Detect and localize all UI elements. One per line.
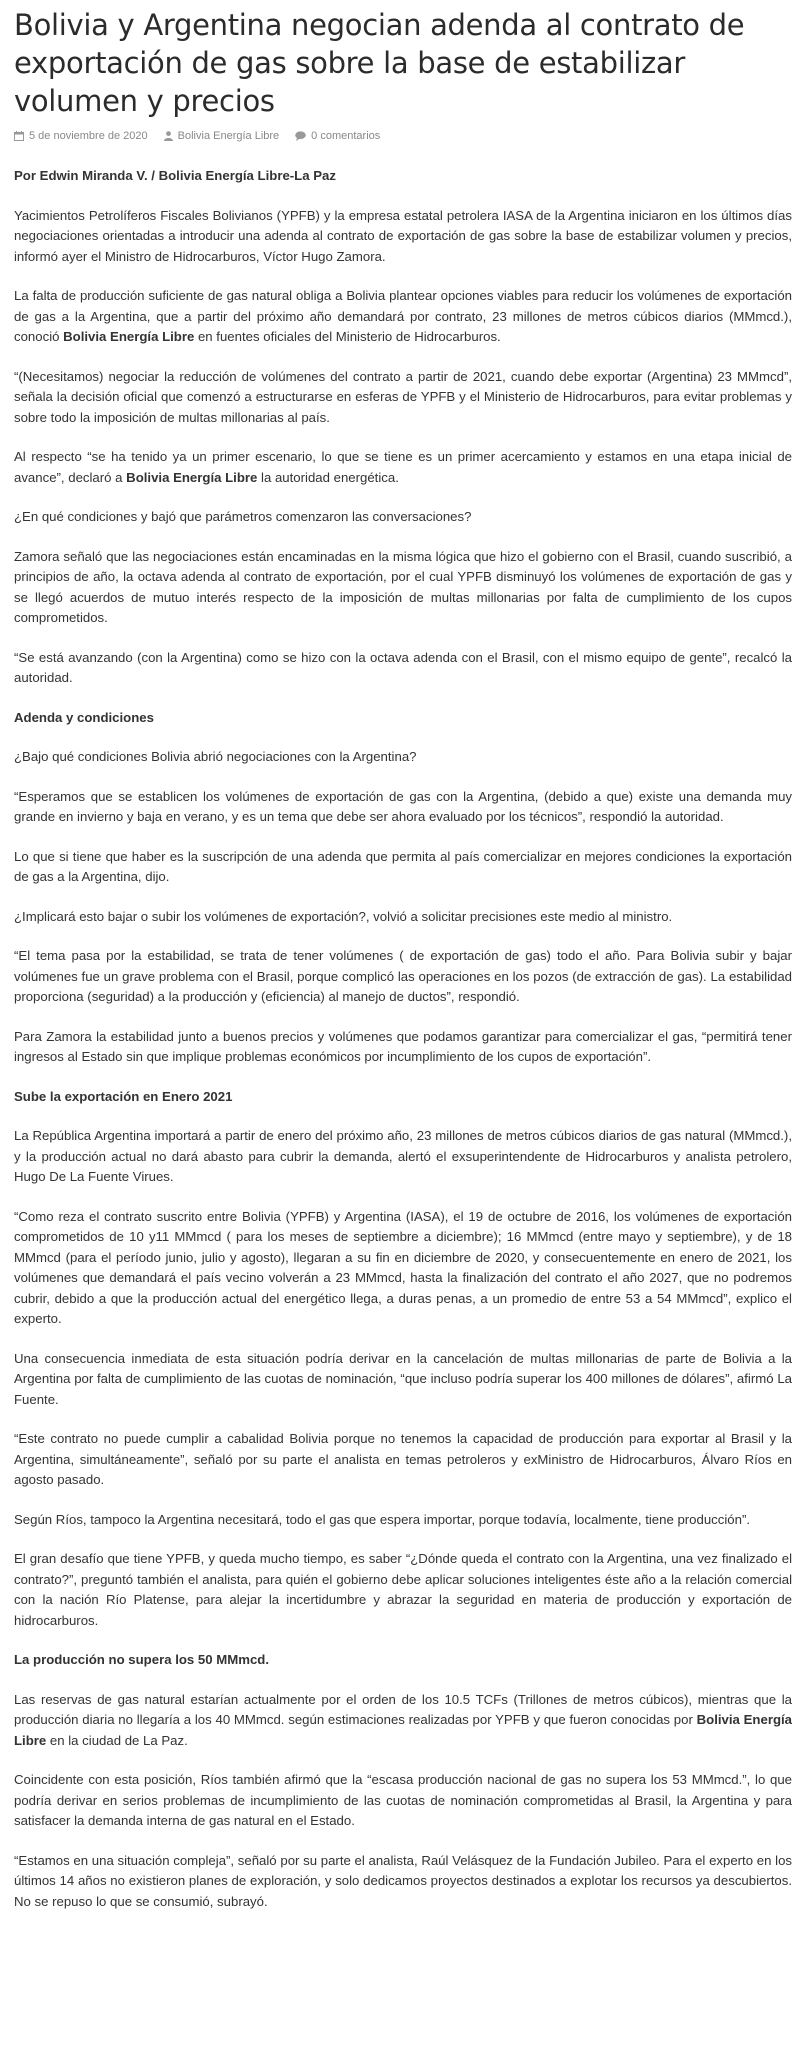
article-body xyxy=(14,166,792,1912)
paragraph: Yacimientos Petrolíferos Fiscales Bolivianos (YPFB) y la empresa estatal petrolera IASA de la Argentina iniciaron en los últimos días negociaciones orientadas a introducir una adenda al contrato de exportación de gas sobre la base de estabilizar volumen y precios, informó ayer el Ministro de Hidrocarburos, Víctor Hugo Zamora. xyxy=(14,207,792,264)
paragraph: Al respecto “se ha tenido ya un primer escenario, lo que se tiene es un primer acercamiento y estamos en una etapa inicial de avance”, declaró a Bolivia Energía Libre la autoridad energética. xyxy=(14,449,792,485)
article-meta xyxy=(14,128,792,144)
paragraph: “(Necesitamos) negociar la reducción de volúmenes del contrato a partir de 2021, cuando debe exportar (Argentina) 23 MMmcd”, señala la decisión oficial que comenzó a estructurarse en esferas de YPFB y el Ministerio de Hidrocarburos, para evitar problemas y sobre todo la imposición de multas millonarias al país. xyxy=(14,368,792,425)
paragraph: Según Ríos, tampoco la Argentina necesitará, todo el gas que espera importar, porque todavía, localmente, tiene producción”. xyxy=(14,1511,751,1527)
paragraph: “Esperamos que se establicen los volúmenes de exportación de gas con la Argentina, (debido a que) existe una demanda muy grande en invierno y baja en verano, y es un tema que debe ser ahora evaluado por los técnicos”, respondió la autoridad. xyxy=(14,788,792,824)
paragraph: Las reservas de gas natural estarían actualmente por el orden de los 10.5 TCFs (Trillones de metros cúbicos), mientras que la producción diaria no llegaría a los 40 MMmcd. según estimaciones realizadas por YPFB y que fueron conocidas por Bolivia Energía Libre en la ciudad de La Paz. xyxy=(14,1691,793,1748)
paragraph: “Como reza el contrato suscrito entre Bolivia (YPFB) y Argentina (IASA), el 19 de octubre de 2016, los volúmenes de exportación comprometidos de 10 y11 MMmcd ( para los meses de septiembre a diciembre); 16 MMmcd (entre mayo y septiembre), y de 18 MMmcd (para el período junio, julio y agosto), llegaran a su fin en diciembre de 2020, y consecuentemente en enero de 2021, los volúmenes que demandará el país vecino volverán a 23 MMmcd, hasta la finalización del contrato el año 2027, que no podremos cubrir, debido a que la producción actual del energético llega, a duras penas, a un promedio de entre 53 a 54 MMmcd”, explico el experto. xyxy=(14,1208,792,1326)
paragraph: “Se está avanzando (con la Argentina) como se hizo con la octava adenda con el Brasil, con el mismo equipo de gente”, recalcó la autoridad. xyxy=(14,649,792,685)
paragraph: La República Argentina importará a partir de enero del próximo año, 23 millones de metros cúbicos diarios de gas natural (MMmcd.), y la producción actual no dará abasto para cubrir la demanda, alertó el exsuperintendente de Hidrocarburos y analista petrolero, Hugo De La Fuente Virues. xyxy=(14,1128,792,1184)
paragraph: Para Zamora la estabilidad junto a buenos precios y volúmenes que podamos garantizar para comercializar el gas, “permitirá tener ingresos al Estado sin que implique problemas económicos por incumplimiento de los cupos de exportación”. xyxy=(14,1028,792,1064)
calendar-icon xyxy=(14,131,24,141)
paragraph: “Este contrato no puede cumplir a cabalidad Bolivia porque no tenemos la capacidad de producción para exportar al Brasil y la Argentina, simultáneamente”, señaló por su parte el analista en temas petroleros y exMinistro de Hidrocarburos, Álvaro Ríos en agosto pasado. xyxy=(14,1431,792,1487)
meta-author xyxy=(164,130,280,142)
paragraph: ¿Implicará esto bajar o subir los volúmenes de exportación?, volvió a solicitar precisiones este medio al ministro. xyxy=(14,908,673,924)
section-heading: Sube la exportación en Enero 2021 xyxy=(14,1088,233,1104)
meta-comments xyxy=(295,130,380,142)
comment-icon xyxy=(295,131,306,141)
paragraph: ¿Bajo qué condiciones Bolivia abrió negociaciones con la Argentina? xyxy=(14,749,417,764)
paragraph: “Estamos en una situación compleja”, señaló por su parte el analista, Raúl Velásquez de la Fundación Jubileo. Para el experto en los últimos 14 años no existieron planes de exploración, y solo dedicamos proyectos destinados a explotar los recursos ya descubiertos. No se repuso lo que se consumió, subrayó. xyxy=(14,1852,792,1909)
meta-date xyxy=(14,130,148,142)
paragraph: La falta de producción suficiente de gas natural obliga a Bolivia plantear opciones viables para reducir los volúmenes de exportación de gas a la Argentina, que a partir del próximo año demandará por contrato, 23 millones de metros cúbicos diarios (MMmcd.), conoció Bolivia Energía Libre en fuentes oficiales del Ministerio de Hidrocarburos. xyxy=(14,288,792,344)
comments-link[interactable]: 0 comentarios xyxy=(311,130,381,142)
paragraph: “El tema pasa por la estabilidad, se trata de tener volúmenes ( de exportación de gas) todo el año. Para Bolivia subir y bajar volúmenes fue un grave problema con el Brasil, porque complicó las operaciones en los pozos (de extracción de gas). La estabilidad proporciona (seguridad) a la producción y (eficiencia) al manejo de ductos”, respondió. xyxy=(14,948,792,1004)
paragraph: Una consecuencia inmediata de esta situación podría derivar en la cancelación de multas millonarias de parte de Bolivia a la Argentina por falta de cumplimiento de las cuotas de nominación, “que incluso podría superar los 400 millones de dólares”, afirmó La Fuente. xyxy=(14,1350,792,1407)
paragraph: El gran desafío que tiene YPFB, y queda mucho tiempo, es saber “¿Dónde queda el contrato con la Argentina, una vez finalizado el contrato?”, preguntó también el analista, para quién el gobierno debe aplicar soluciones inteligentes éste año a la relación comercial con la nación Río Platense, para alejar la incertidumbre y abrazar la seguridad en materia de producción y exportación de hidrocarburos. xyxy=(14,1551,792,1628)
user-icon xyxy=(164,131,173,141)
brand-name: Bolivia Energía Libre xyxy=(126,469,258,485)
paragraph: Coincidente con esta posición, Ríos también afirmó que la “escasa producción nacional de gas no supera los 53 MMmcd.”, lo que podría derivar en serios problemas de incumplimiento de las cuotas de nominación comprometidas al Brasil, la Argentina y para satisfacer la demanda interna de gas natural en el Estado. xyxy=(14,1772,792,1828)
section-heading: La producción no supera los 50 MMmcd. xyxy=(14,1652,269,1667)
date-link[interactable]: 5 de noviembre de 2020 xyxy=(29,130,148,142)
byline: Por Edwin Miranda V. / Bolivia Energía Libre-La Paz xyxy=(14,168,336,183)
brand-name: Bolivia Energía Libre xyxy=(63,329,195,344)
paragraph: Lo que si tiene que haber es la suscripción de una adenda que permita al país comercializar en mejores condiciones la exportación de gas a la Argentina, dijo. xyxy=(14,848,792,884)
article xyxy=(14,0,792,1931)
paragraph: Zamora señaló que las negociaciones están encaminadas en la misma lógica que hizo el gobierno con el Brasil, cuando suscribió, a principios de año, la octava adenda al contrato de exportación, por el cual YPFB disminuyó los volúmenes de exportación de gas y se llegó acuerdos de mutuo interés respecto de la imposición de multas millonarias por falta de cumplimiento de los cupos comprometidos. xyxy=(14,548,792,625)
paragraph: ¿En qué condiciones y bajó que parámetros comenzaron las conversaciones? xyxy=(14,509,472,524)
article-title: Bolivia y Argentina negocian adenda al contrato de exportación de gas sobre la base de estabilizar volumen y precios xyxy=(14,8,745,118)
brand-name: Bolivia Energía Libre xyxy=(14,1712,793,1748)
section-heading: Adenda y condiciones xyxy=(14,709,154,725)
author-link[interactable]: Bolivia Energía Libre xyxy=(177,130,280,142)
